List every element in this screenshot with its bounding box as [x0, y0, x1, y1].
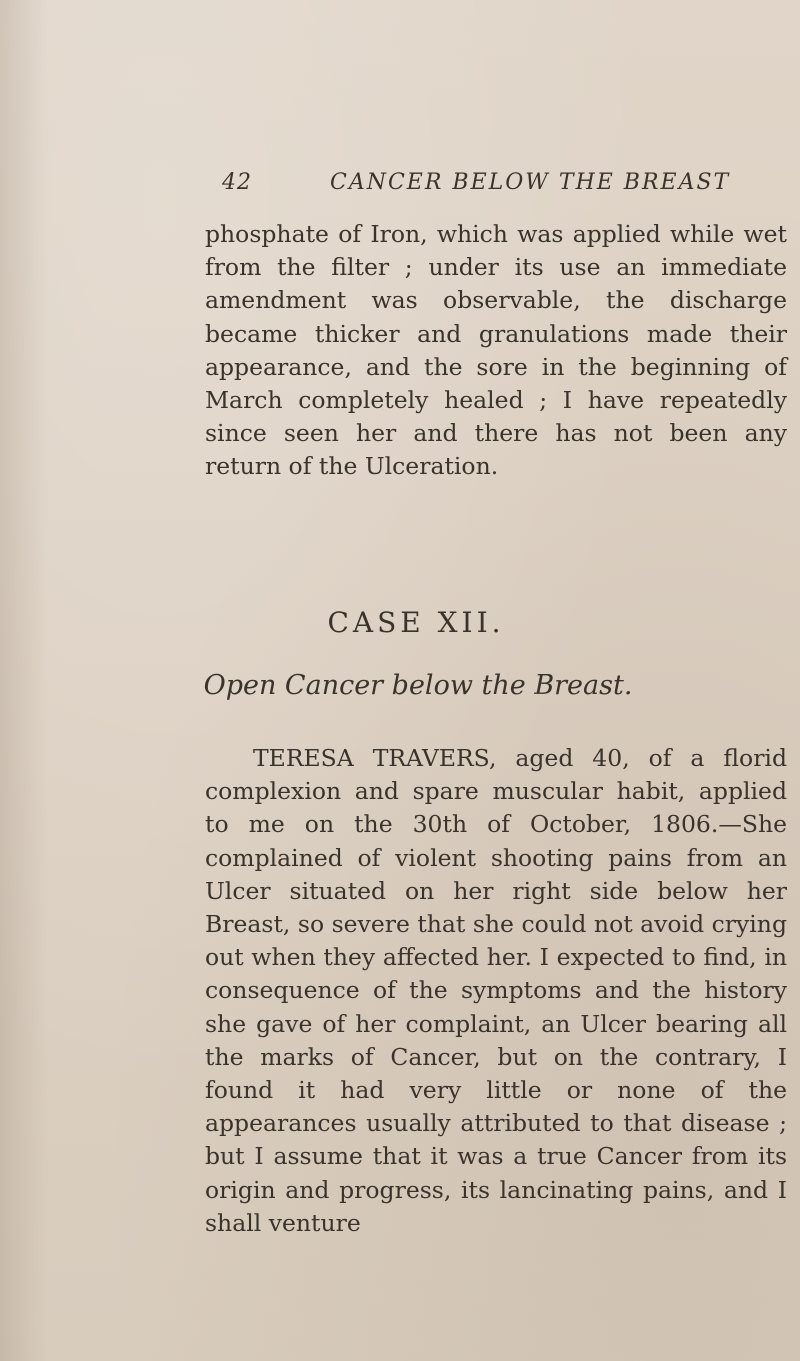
- running-head: CANCER BELOW THE BREAST: [330, 170, 731, 195]
- case-subtitle: Open Cancer below the Breast.: [203, 670, 633, 701]
- page-number: 42: [222, 170, 252, 195]
- case-title: CASE XII.: [327, 606, 505, 639]
- paragraph-continued: phosphate of Iron, which was applied while wet from the filter ; under its use an immediate amendment was observable, the discharge became thicker and granulations made their appearance, and the sore in the beginning of March completely healed ; I have repeatedly since seen her and there has not been any return of the Ulceration.: [205, 220, 787, 481]
- case-paragraph: TERESA TRAVERS, aged 40, of a florid complexion and spare muscular habit, applied to me on the 30th of October, 1806.—She complained of violent shooting pains from an Ulcer situated on her right side below her Breast, so severe that she could not avoid crying out when they affected her. I expected to find, in consequence of the symptoms and the history she gave of her complaint, an Ulcer bearing all the marks of Cancer, but on the contrary, I found it had very little or none of the appearances usually attributed to that disease ; but I assume that it was a true Cancer from its origin and progress, its lancinating pains, and I shall venture: [205, 744, 787, 1237]
